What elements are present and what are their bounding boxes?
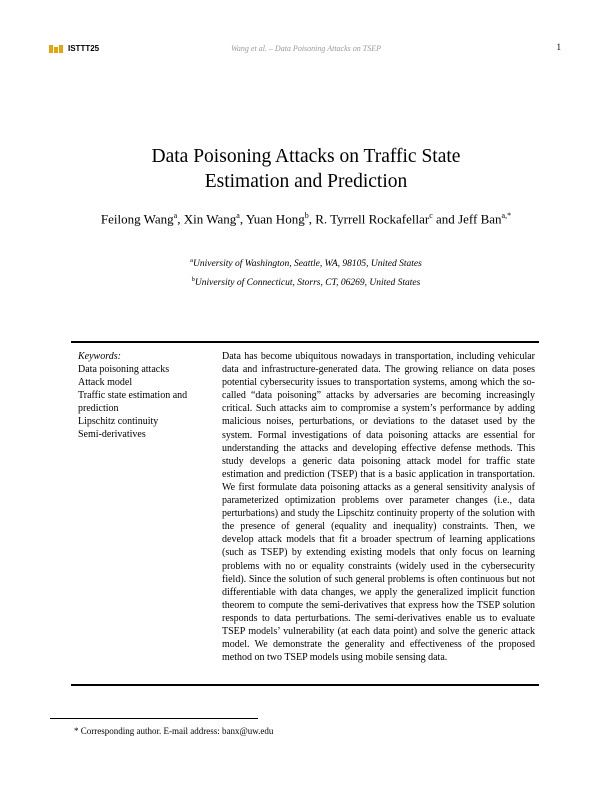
author-affil-marker: c xyxy=(429,211,433,220)
affiliation-line: $^b$University of Connecticut, Storrs, CT, 06269, United States xyxy=(191,276,421,289)
paper-title xyxy=(0,144,612,194)
author-name: Yuan Hong xyxy=(245,211,305,227)
abstract-bottom-rule xyxy=(71,684,539,686)
keyword-item: Attack model xyxy=(78,377,133,388)
author-affil-marker: b xyxy=(304,211,309,220)
author-affil-marker: a,* xyxy=(501,211,512,220)
affiliation-line: $^a$University of Washington, Seattle, WA, 98105, United States xyxy=(190,257,422,270)
title-line: Estimation and Prediction xyxy=(204,171,408,192)
author-affil-marker: a xyxy=(236,211,240,220)
author-name: Feilong Wang xyxy=(100,211,174,227)
abstract-top-rule xyxy=(71,341,539,343)
footnote-rule xyxy=(50,718,258,719)
keyword-item: Data poisoning attacks xyxy=(78,364,170,375)
author-name: Xin Wang xyxy=(183,211,237,227)
author-list: Feilong Wang$^a$, Xin Wang$^a$, Yuan Hong$^b$, R. Tyrrell Rockafellar$^c$ and Jeff Ban$^{a,*}$ xyxy=(100,211,512,227)
title-line: Data Poisoning Attacks on Traffic State xyxy=(151,146,461,167)
page-number: 1 xyxy=(556,42,561,52)
keyword-item: Lipschitz continuity xyxy=(78,416,159,427)
affiliations xyxy=(0,253,612,291)
keyword-item: Semi-derivatives xyxy=(78,429,146,440)
keywords-heading: Keywords: xyxy=(78,351,121,362)
author-conjunction: and xyxy=(436,211,455,227)
keywords-block xyxy=(78,350,208,441)
author-affil-marker: a xyxy=(173,211,178,220)
author-name: R. Tyrrell Rockafellar xyxy=(315,211,430,227)
abstract-text: Data has become ubiquitous nowadays in transportation, including vehicular data and infrastructure-generated data. The growing reliance on data poses potential cybersecurity issues to transportation systems, among which the so-called “data poisoning” attacks by adversaries are becoming increasingly critical. Such attacks aim to compromise a system’s performance by adding malicious noises, perturbations, or deviations to the dataset used by the system. Formal investigations of data poisoning attacks are essential for understanding the attacks and developing effective defense methods. This study develops a generic data poisoning attack model for traffic state estimation and prediction (TSEP) that is a basic application in transportation. We first formulate data poisoning attacks as a general sensitivity analysis of parameterized optimization problems over parameter changes (i.e., data perturbations) and study the Lipschitz continuity property of the solution with the presence of general (equality and inequality) constraints. Then, we develop attack models that fit a broader spectrum of learning applications (such as TSEP) by extending existing models that only focus on learning problems with no or equality constraints (widely used in the cybersecurity field). Since the solution of such general problems is often continuous but not differentiable with data changes, we apply the generalized implicit function theorem to compute the semi-derivatives that express how the TSEP solution responds to data perturbations. The semi-derivatives enable us to evaluate TSEP models’ vulnerability (at each data point) and solve the generic attack model. We demonstrate the generality and effectiveness of the proposed method on two TSEP models using mobile sensing data. xyxy=(222,351,535,664)
corresponding-author-footnote: * Corresponding author. E-mail address: banx@uw.edu xyxy=(74,726,274,736)
keyword-item: Traffic state estimation and prediction xyxy=(78,390,188,414)
journal-name: ISTTT25 xyxy=(68,44,100,53)
page-header xyxy=(0,43,612,57)
author-name: Jeff Ban xyxy=(458,211,502,227)
running-title: Wang et al. – Data Poisoning Attacks on TSEP xyxy=(231,44,381,53)
